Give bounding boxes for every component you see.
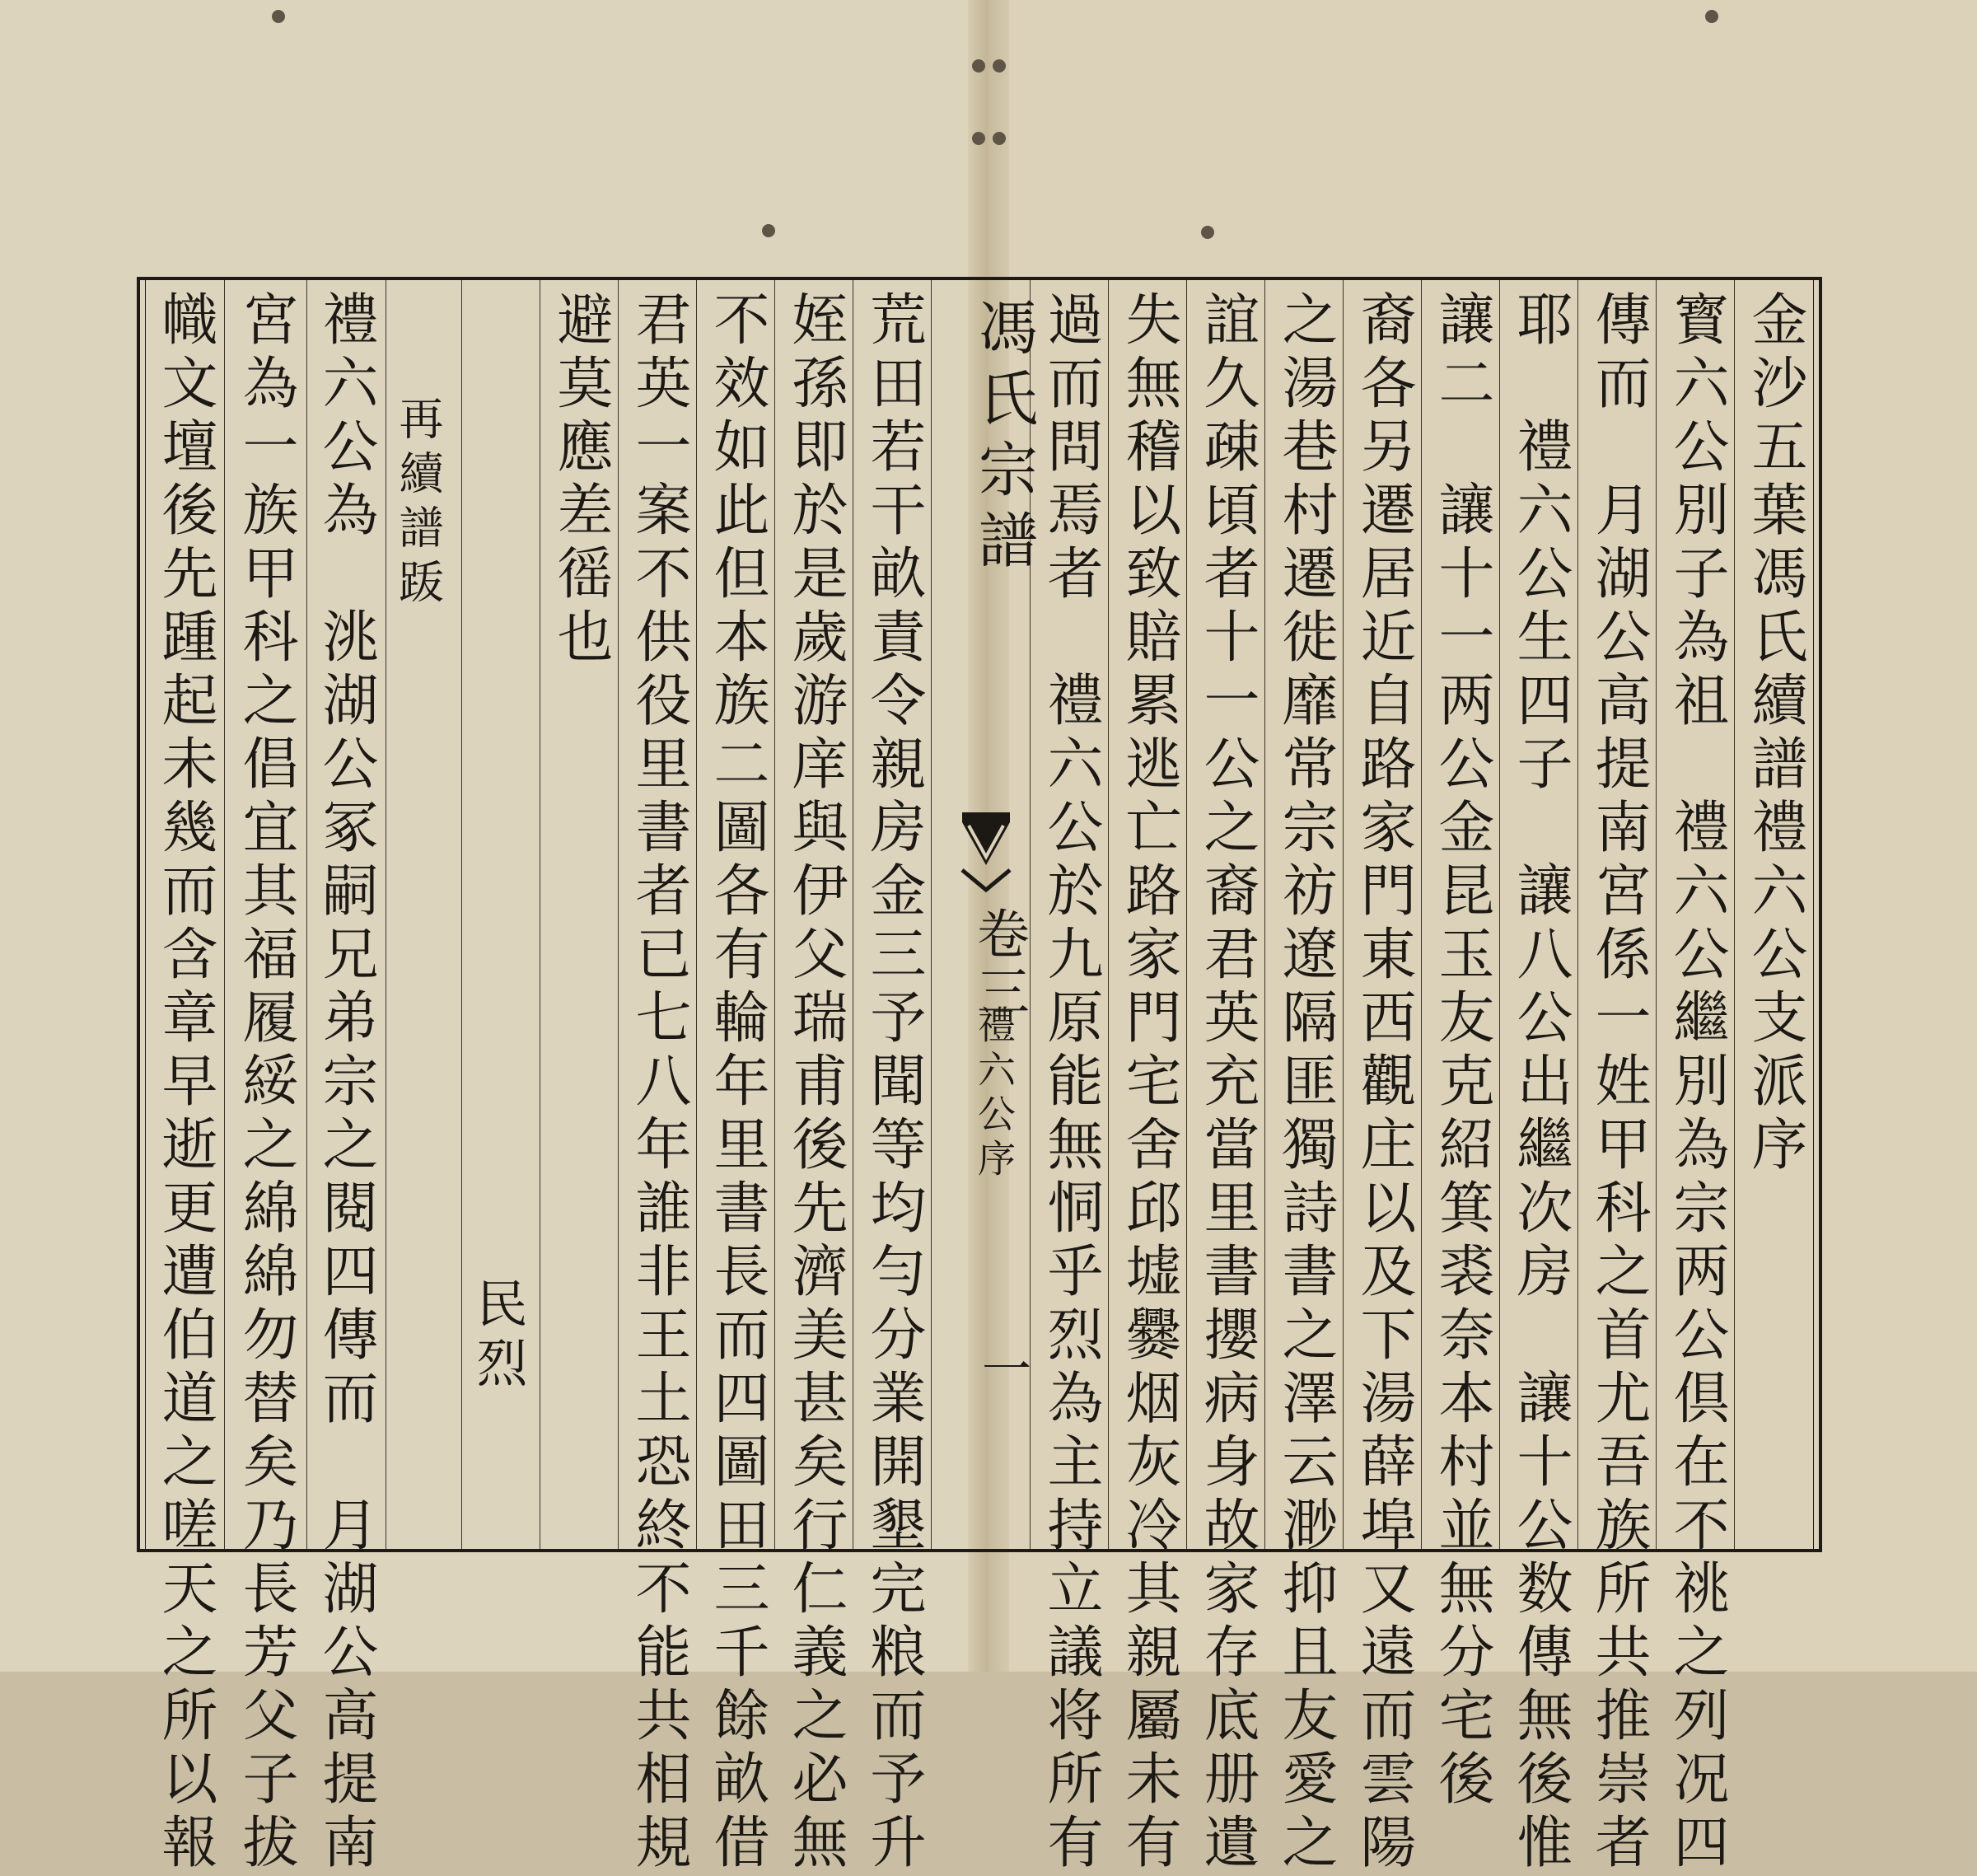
stitch-hole — [972, 132, 985, 145]
author-signature: 民烈 — [468, 1277, 528, 1396]
stitch-hole — [762, 224, 775, 237]
text-column: 禮六公為 洮湖公冢嗣兄弟宗之閱四傳而 月湖公高提南 — [313, 290, 378, 1876]
text-column: 寳六公別子為祖 禮六公繼別為宗两公倶在不祧之列况四 — [1664, 290, 1729, 1876]
page-number: 一 — [974, 1343, 1031, 1392]
stitch-hole — [993, 132, 1006, 145]
text-column: 裔各另遷居近自路家門東西觀庄以及下湯薛埠又遠而雲陽 — [1351, 290, 1416, 1876]
text-column: 失無稽以致賠累逃亡路家門宅舍邱墟爨烟灰冷其親屬未有 — [1116, 290, 1181, 1876]
book-title: 馮氏宗譜 — [969, 297, 1038, 580]
section-label: 禮六公序 — [972, 1005, 1017, 1183]
text-column: 宮為一族甲科之倡宜其福履綏之綿綿勿替矣乃長芳父子拔 — [233, 290, 298, 1876]
stitch-hole — [272, 10, 285, 23]
stitch-hole — [1201, 226, 1214, 239]
center-banner — [956, 280, 1038, 1549]
text-column: 傳而 月湖公高提南宮係一姓甲科之首尤吾族所共推崇者 — [1586, 290, 1651, 1876]
stitch-hole — [1705, 10, 1718, 23]
fish-tail-icon — [959, 807, 1013, 898]
text-column: 荒田若干畝責令親房金三予聞等均勻分業開墾完粮而予升 — [861, 290, 926, 1876]
text-column: 金沙五葉馮氏續譜禮六公支派序 — [1742, 290, 1807, 1178]
volume-label: 卷三 — [968, 906, 1029, 1022]
text-column: 幟文壇後先踵起未幾而含章早逝更遭伯道之嗟天之所以報 — [152, 290, 217, 1876]
text-column: 之湯巷村遷徙靡常宗祊遼隔匪獨詩書之澤云渺抑且友愛之 — [1273, 290, 1338, 1876]
stitch-hole — [972, 59, 985, 73]
text-column: 過而問焉者 禮六公於九原能無恫乎烈為主持立議将所有 — [1038, 290, 1103, 1876]
section-heading: 再續譜䟦 — [392, 395, 444, 613]
text-column: 不效如此但本族二圖各有輪年里書長而四圖田三千餘畝借 — [704, 290, 769, 1876]
text-column: 避莫應差徭也 — [548, 290, 613, 671]
text-column: 誼久疎頃者十一公之裔君英充當里書攖病身故家存底册遺 — [1194, 290, 1260, 1876]
text-column: 耶 禮六公生四子 讓八公出繼次房 讓十公数傳無後惟 — [1507, 290, 1573, 1876]
text-column: 姪孫即於是歲游庠與伊父瑞甫後先濟美甚矣行仁義之必無 — [783, 290, 848, 1876]
text-column: 讓二 讓十一两公金昆玉友克紹箕裘奈本村並無分宅後 — [1429, 290, 1494, 1813]
stitch-hole — [993, 59, 1006, 73]
text-column: 君英一案不供役里書者已七八年誰非王土恐終不能共相規 — [626, 290, 691, 1876]
